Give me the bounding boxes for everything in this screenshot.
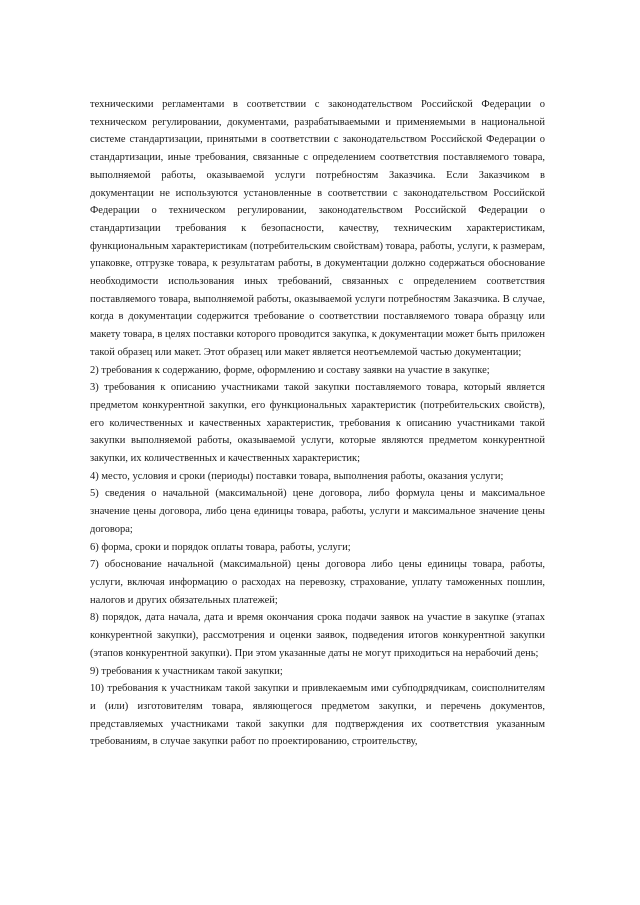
paragraph-8: 8) порядок, дата начала, дата и время окончания срока подачи заявок на участие в закупке (этапах конкурентной закупки), рассмотрения и оценки заявок, подведения итогов конкурентной закупки (этапов конкурентной закупки). При этом указанные даты не могут приходиться на нерабочий день; [90, 612, 545, 659]
paragraph-3: 3) требования к описанию участниками такой закупки поставляемого товара, который является предметом конкурентной закупки, его функциональных характеристик (потребительских свойств), его количественных и качественных характеристик, требования к описанию участниками такой закупки выполняемой работы, оказываемой услуги, которые являются предметом конкурентной закупки, их количественных и качественных характеристик; [90, 382, 545, 465]
paragraph-5: 5) сведения о начальной (максимальной) цене договора, либо формула цены и максимальное значение цены договора, либо цена единицы товара, работы, услуги и максимальное значение цены договора; [90, 488, 545, 535]
paragraph-1: техническими регламентами в соответствии с законодательством Российской Федерации о техническом регулировании, документами, разрабатываемыми и применяемыми в национальной системе стандартизации, принятыми в соответствии с законодательством Российской Федерации о стандартизации, иные требования, связанные с определением соответствия поставляемого товара, выполняемой работы, оказываемой услуги потребностям Заказчика. Если Заказчиком в документации не используются установленные в соответствии с законодательством Российской Федерации о техническом регулировании, законодательством Российской Федерации о стандартизации требования к безопасности, качеству, техническим характеристикам, функциональным характеристикам (потребительским свойствам) товара, работы, услуги, к размерам, упаковке, отгрузке товара, к результатам работы, в документации должно содержаться обоснование необходимости использования иных требований, связанных с определением соответствия поставляемого товара, выполняемой работы, оказываемой услуги потребностям Заказчика. В случае, когда в документации содержится требование о соответствии поставляемого товара образцу или макету товара, в целях поставки которого проводится закупка, к документации может быть приложен такой образец или макет. Этот образец или макет является неотъемлемой частью документации; [90, 99, 546, 358]
paragraph-6: 6) форма, сроки и порядок оплаты товара, работы, услуги; [90, 541, 351, 553]
paragraph-9: 9) требования к участникам такой закупки; [90, 665, 283, 677]
paragraph-2: 2) требования к содержанию, форме, оформлению и составу заявки на участие в закупке; [90, 364, 490, 376]
paragraph-7: 7) обоснование начальной (максимальной) цены договора либо цены единицы товара, работы, услуги, включая информацию о расходах на перевозку, страхование, уплату таможенных пошлин, налогов и других обязательных платежей; [90, 559, 545, 606]
paragraph-4: 4) место, условия и сроки (периоды) поставки товара, выполнения работы, оказания услуги; [90, 470, 504, 482]
document-body [90, 96, 545, 751]
paragraph-10: 10) требования к участникам такой закупки и привлекаемым ими субподрядчикам, соисполнителям и (или) изготовителям товара, являющегося предметом закупки, и перечень документов, представляемых участниками такой закупки для подтверждения их соответствия указанным требованиям, в случае закупки работ по проектированию, строительству, [90, 683, 545, 748]
